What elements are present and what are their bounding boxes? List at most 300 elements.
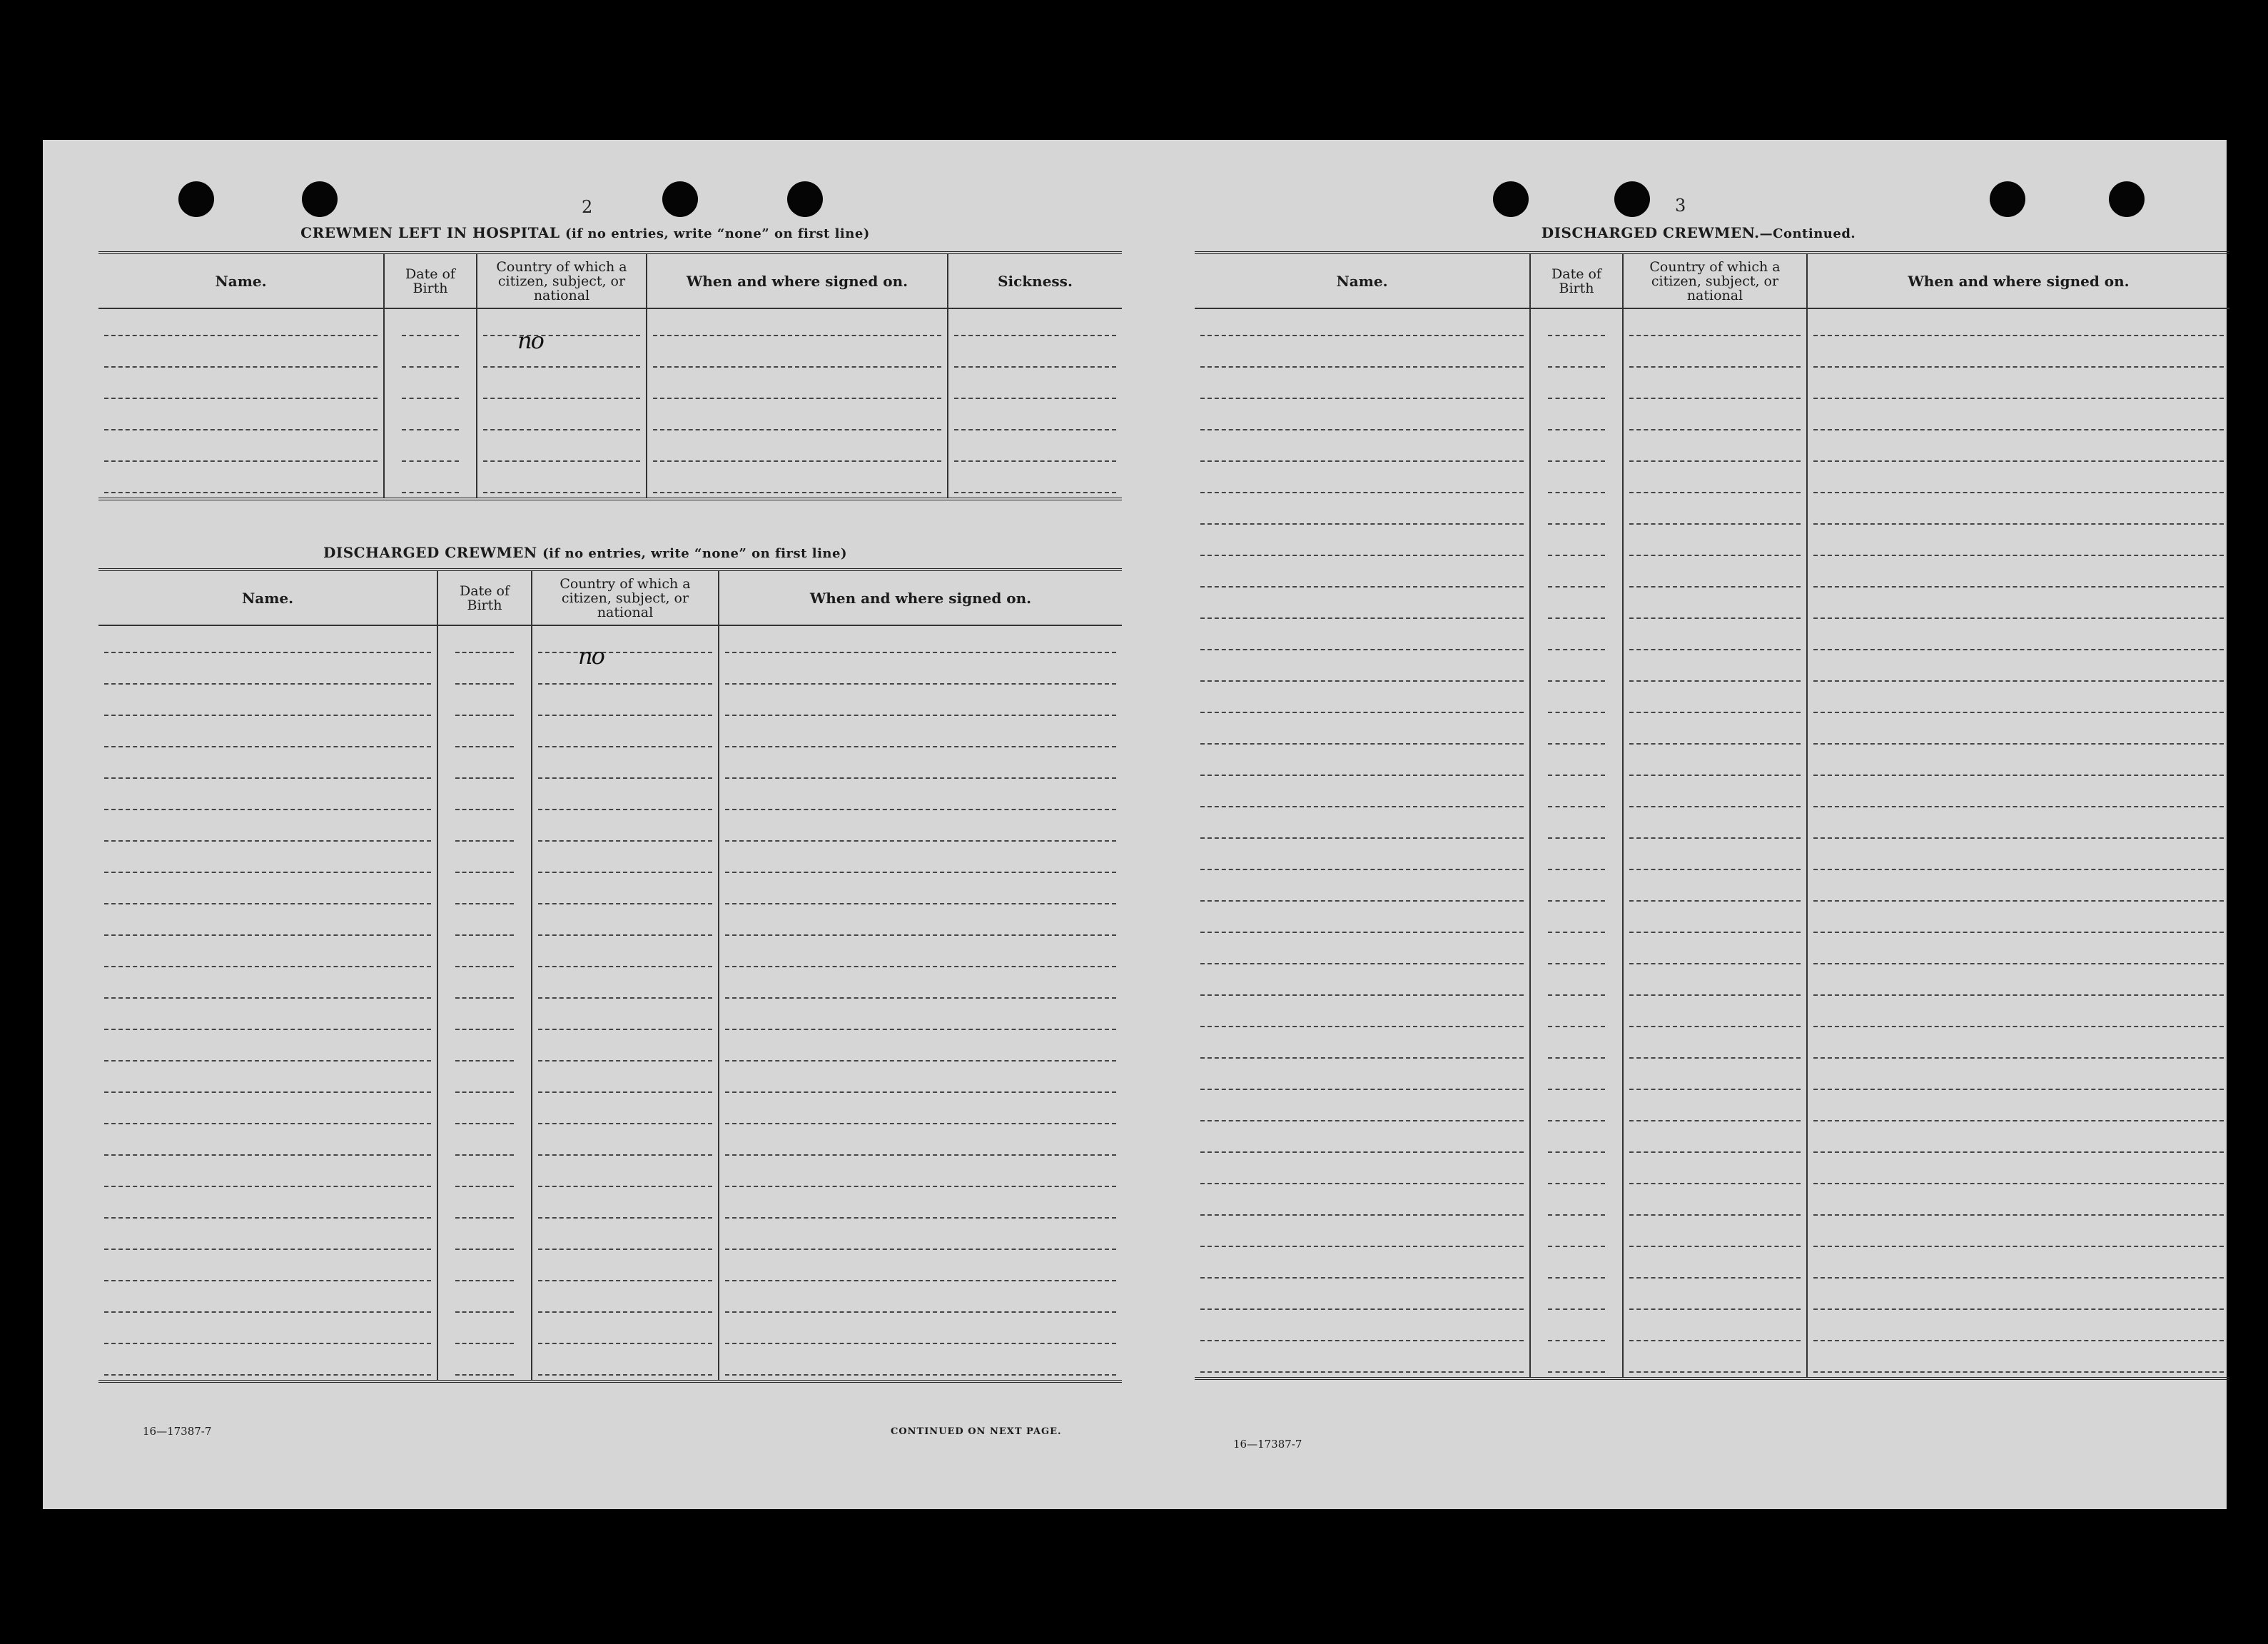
table-cell[interactable] xyxy=(1623,969,1807,1000)
table-cell[interactable] xyxy=(1807,1063,2229,1094)
table-cell[interactable] xyxy=(1530,592,1623,623)
table-cell[interactable] xyxy=(98,1129,437,1160)
dotted-entry-line xyxy=(1200,1183,1524,1184)
table-cell[interactable] xyxy=(1623,655,1807,686)
dotted-entry-line xyxy=(455,1029,514,1030)
dotted-entry-line xyxy=(104,1343,431,1344)
table-cell[interactable] xyxy=(532,783,719,815)
table-cell[interactable] xyxy=(437,1191,532,1223)
table-cell[interactable] xyxy=(948,403,1122,435)
table-cell[interactable] xyxy=(1807,560,2229,592)
table-cell[interactable] xyxy=(1623,1314,1807,1346)
table-cell[interactable] xyxy=(1530,498,1623,529)
table-cell[interactable] xyxy=(1623,435,1807,466)
table-cell[interactable] xyxy=(1807,812,2229,843)
dotted-entry-line xyxy=(1629,1026,1801,1027)
dotted-entry-line xyxy=(653,366,941,368)
table-cell[interactable] xyxy=(1807,466,2229,498)
table-cell[interactable] xyxy=(1195,1251,1530,1283)
table-cell[interactable] xyxy=(1807,1220,2229,1251)
table-cell[interactable] xyxy=(719,877,1122,909)
table-cell[interactable] xyxy=(1623,1220,1807,1251)
table-cell[interactable] xyxy=(1623,1094,1807,1126)
table-cell[interactable] xyxy=(1623,623,1807,655)
table-cell[interactable] xyxy=(1195,498,1530,529)
table-cell[interactable] xyxy=(1195,1189,1530,1220)
table-cell[interactable] xyxy=(384,403,477,435)
dotted-entry-line xyxy=(725,872,1116,873)
table-cell[interactable] xyxy=(1195,717,1530,749)
table-cell[interactable] xyxy=(477,308,647,341)
table-cell[interactable] xyxy=(532,815,719,846)
table-cell[interactable] xyxy=(1195,812,1530,843)
table-cell[interactable] xyxy=(437,1129,532,1160)
table-cell[interactable] xyxy=(1195,435,1530,466)
table-cell[interactable] xyxy=(1530,1346,1623,1378)
table-cell[interactable] xyxy=(948,372,1122,403)
table-cell[interactable] xyxy=(532,877,719,909)
table-cell[interactable] xyxy=(1623,560,1807,592)
table-cell[interactable] xyxy=(1530,1251,1623,1283)
table-cell[interactable] xyxy=(1530,937,1623,969)
table-cell[interactable] xyxy=(1530,969,1623,1000)
dotted-entry-line xyxy=(1629,429,1801,430)
dotted-entry-line xyxy=(725,1123,1116,1124)
table-cell[interactable] xyxy=(98,940,437,972)
table-cell[interactable] xyxy=(532,1129,719,1160)
table-cell[interactable] xyxy=(98,625,437,657)
table-cell[interactable] xyxy=(477,403,647,435)
table-cell[interactable] xyxy=(1623,937,1807,969)
table-cell[interactable] xyxy=(1807,623,2229,655)
table-cell[interactable] xyxy=(1623,717,1807,749)
table-cell[interactable] xyxy=(384,466,477,499)
table-cell[interactable] xyxy=(1807,1283,2229,1314)
table-cell[interactable] xyxy=(532,909,719,940)
table-cell[interactable] xyxy=(98,783,437,815)
table-cell[interactable] xyxy=(948,435,1122,466)
table-cell[interactable] xyxy=(437,1348,532,1381)
table-cell[interactable] xyxy=(1195,592,1530,623)
dotted-entry-line xyxy=(1813,869,2224,870)
table-cell[interactable] xyxy=(647,466,948,499)
table-cell[interactable] xyxy=(719,1191,1122,1223)
table-cell[interactable] xyxy=(1623,1283,1807,1314)
page-number: 3 xyxy=(1675,196,1686,216)
table-cell[interactable] xyxy=(532,1254,719,1286)
table-cell[interactable] xyxy=(1195,749,1530,780)
table-cell[interactable] xyxy=(1195,937,1530,969)
table-cell[interactable] xyxy=(1530,1283,1623,1314)
table-cell[interactable] xyxy=(1807,843,2229,874)
dotted-entry-line xyxy=(1200,1246,1524,1247)
table-cell[interactable] xyxy=(1195,1000,1530,1032)
table-cell[interactable] xyxy=(719,689,1122,720)
table-cell[interactable] xyxy=(437,1003,532,1034)
table-cell[interactable] xyxy=(1623,1126,1807,1157)
table-cell[interactable] xyxy=(1195,1314,1530,1346)
table-cell[interactable] xyxy=(384,308,477,341)
table-cell[interactable] xyxy=(1623,780,1807,812)
table-cell[interactable] xyxy=(1807,1000,2229,1032)
table-cell[interactable] xyxy=(437,1034,532,1066)
table-cell[interactable] xyxy=(1623,812,1807,843)
table-cell[interactable] xyxy=(437,1160,532,1191)
table-cell[interactable] xyxy=(1623,308,1807,341)
table-row xyxy=(98,403,1122,435)
table-cell[interactable] xyxy=(532,1034,719,1066)
dotted-entry-line xyxy=(1200,1308,1524,1310)
table-cell[interactable] xyxy=(719,1097,1122,1129)
table-cell[interactable] xyxy=(1623,403,1807,435)
dotted-entry-line xyxy=(1813,1057,2224,1059)
table-cell[interactable] xyxy=(1807,498,2229,529)
table-cell[interactable] xyxy=(532,720,719,752)
table-cell[interactable] xyxy=(1807,686,2229,717)
dotted-entry-line xyxy=(1813,617,2224,619)
table-cell[interactable] xyxy=(1195,1346,1530,1378)
table-cell[interactable] xyxy=(98,466,384,499)
table-cell[interactable] xyxy=(437,972,532,1003)
table-cell[interactable] xyxy=(1807,372,2229,403)
table-cell[interactable] xyxy=(532,1286,719,1317)
table-cell[interactable] xyxy=(477,435,647,466)
table-cell[interactable] xyxy=(1195,1283,1530,1314)
table-cell[interactable] xyxy=(1530,403,1623,435)
table-cell[interactable] xyxy=(1530,308,1623,341)
table-cell[interactable] xyxy=(719,846,1122,877)
table-row xyxy=(1195,560,2229,592)
table-cell[interactable] xyxy=(719,909,1122,940)
table-cell[interactable] xyxy=(437,846,532,877)
column-header-sickness: Sickness. xyxy=(948,253,1122,308)
table-cell[interactable] xyxy=(98,1191,437,1223)
column-header-name: Name. xyxy=(1195,253,1530,308)
table-cell[interactable] xyxy=(647,341,948,372)
dotted-entry-line xyxy=(104,460,378,462)
table-cell[interactable] xyxy=(98,372,384,403)
table-cell[interactable] xyxy=(1807,969,2229,1000)
table-cell[interactable] xyxy=(647,308,948,341)
table-cell[interactable] xyxy=(532,625,719,657)
table-cell[interactable] xyxy=(1807,1126,2229,1157)
dotted-entry-line xyxy=(1548,335,1605,336)
table-cell[interactable] xyxy=(1807,592,2229,623)
table-cell[interactable] xyxy=(437,720,532,752)
table-cell[interactable] xyxy=(719,1223,1122,1254)
table-cell[interactable] xyxy=(1623,1251,1807,1283)
hospital-table-body xyxy=(98,308,1122,499)
table-cell[interactable] xyxy=(437,877,532,909)
table-cell[interactable] xyxy=(384,341,477,372)
table-cell[interactable] xyxy=(437,1286,532,1317)
table-row xyxy=(98,783,1122,815)
table-cell[interactable] xyxy=(719,1348,1122,1381)
table-cell[interactable] xyxy=(719,720,1122,752)
table-row xyxy=(98,1348,1122,1381)
table-cell[interactable] xyxy=(1530,529,1623,560)
table-cell[interactable] xyxy=(1807,780,2229,812)
table-cell[interactable] xyxy=(1623,1000,1807,1032)
table-cell[interactable] xyxy=(437,657,532,689)
table-cell[interactable] xyxy=(98,435,384,466)
table-cell[interactable] xyxy=(1195,1220,1530,1251)
table-row xyxy=(1195,969,2229,1000)
table-cell[interactable] xyxy=(1623,686,1807,717)
dotted-entry-line xyxy=(538,1091,712,1093)
table-cell[interactable] xyxy=(1195,780,1530,812)
table-cell[interactable] xyxy=(1807,1032,2229,1063)
table-cell[interactable] xyxy=(1623,1157,1807,1189)
table-cell[interactable] xyxy=(1807,403,2229,435)
table-cell[interactable] xyxy=(1623,1032,1807,1063)
table-cell[interactable] xyxy=(384,372,477,403)
table-cell[interactable] xyxy=(1530,843,1623,874)
table-cell[interactable] xyxy=(1195,623,1530,655)
table-cell[interactable] xyxy=(437,815,532,846)
table-cell[interactable] xyxy=(1807,435,2229,466)
table-cell[interactable] xyxy=(437,752,532,783)
table-cell[interactable] xyxy=(1623,529,1807,560)
table-cell[interactable] xyxy=(532,689,719,720)
table-cell[interactable] xyxy=(477,466,647,499)
table-cell[interactable] xyxy=(98,815,437,846)
table-cell[interactable] xyxy=(1530,341,1623,372)
table-cell[interactable] xyxy=(98,1003,437,1034)
dotted-entry-line xyxy=(455,997,514,999)
table-cell[interactable] xyxy=(437,689,532,720)
table-cell[interactable] xyxy=(719,1286,1122,1317)
dotted-entry-line xyxy=(725,1249,1116,1250)
table-cell[interactable] xyxy=(1195,560,1530,592)
table-cell[interactable] xyxy=(437,1317,532,1348)
table-cell[interactable] xyxy=(1195,1094,1530,1126)
table-cell[interactable] xyxy=(98,1254,437,1286)
table-cell[interactable] xyxy=(532,940,719,972)
table-cell[interactable] xyxy=(719,972,1122,1003)
table-cell[interactable] xyxy=(98,1066,437,1097)
table-cell[interactable] xyxy=(1623,592,1807,623)
table-cell[interactable] xyxy=(1195,969,1530,1000)
table-cell[interactable] xyxy=(1623,1063,1807,1094)
table-cell[interactable] xyxy=(1195,874,1530,906)
table-cell[interactable] xyxy=(98,1286,437,1317)
table-cell[interactable] xyxy=(1195,843,1530,874)
table-cell[interactable] xyxy=(1530,780,1623,812)
dotted-entry-line xyxy=(1629,837,1801,839)
table-cell[interactable] xyxy=(1623,466,1807,498)
table-cell[interactable] xyxy=(532,1097,719,1129)
table-cell[interactable] xyxy=(98,1223,437,1254)
table-cell[interactable] xyxy=(437,1223,532,1254)
table-cell[interactable] xyxy=(98,877,437,909)
dotted-entry-line xyxy=(1813,775,2224,776)
table-cell[interactable] xyxy=(719,657,1122,689)
table-cell[interactable] xyxy=(477,372,647,403)
table-cell[interactable] xyxy=(437,625,532,657)
table-cell[interactable] xyxy=(719,1003,1122,1034)
table-cell[interactable] xyxy=(719,1317,1122,1348)
table-cell[interactable] xyxy=(647,435,948,466)
table-cell[interactable] xyxy=(1530,906,1623,937)
table-cell[interactable] xyxy=(1807,874,2229,906)
table-cell[interactable] xyxy=(437,783,532,815)
table-cell[interactable] xyxy=(98,689,437,720)
table-cell[interactable] xyxy=(532,1317,719,1348)
table-cell[interactable] xyxy=(719,1254,1122,1286)
table-cell[interactable] xyxy=(532,657,719,689)
table-cell[interactable] xyxy=(532,1160,719,1191)
table-cell[interactable] xyxy=(719,815,1122,846)
table-cell[interactable] xyxy=(1530,623,1623,655)
table-cell[interactable] xyxy=(1530,1189,1623,1220)
table-cell[interactable] xyxy=(1807,717,2229,749)
table-cell[interactable] xyxy=(1530,372,1623,403)
dotted-entry-line xyxy=(1548,1246,1605,1247)
table-cell[interactable] xyxy=(948,466,1122,499)
table-cell[interactable] xyxy=(1807,655,2229,686)
table-cell[interactable] xyxy=(477,341,647,372)
table-cell[interactable] xyxy=(1195,1157,1530,1189)
table-cell[interactable] xyxy=(1195,529,1530,560)
table-cell[interactable] xyxy=(1807,1157,2229,1189)
table-cell[interactable] xyxy=(437,1097,532,1129)
dotted-entry-line xyxy=(1813,994,2224,996)
table-cell[interactable] xyxy=(532,1066,719,1097)
table-cell[interactable] xyxy=(1623,1346,1807,1378)
dotted-entry-line xyxy=(455,715,514,716)
table-cell[interactable] xyxy=(1195,466,1530,498)
table-cell[interactable] xyxy=(98,1034,437,1066)
table-cell[interactable] xyxy=(1195,372,1530,403)
table-cell[interactable] xyxy=(719,783,1122,815)
table-cell[interactable] xyxy=(437,940,532,972)
dotted-entry-line xyxy=(1813,680,2224,682)
table-cell[interactable] xyxy=(1623,498,1807,529)
table-cell[interactable] xyxy=(1530,1314,1623,1346)
table-cell[interactable] xyxy=(98,846,437,877)
table-cell[interactable] xyxy=(1623,372,1807,403)
table-cell[interactable] xyxy=(98,1097,437,1129)
table-cell[interactable] xyxy=(1530,749,1623,780)
table-cell[interactable] xyxy=(1195,1063,1530,1094)
table-cell[interactable] xyxy=(532,752,719,783)
dotted-entry-line xyxy=(1813,837,2224,839)
dotted-entry-line xyxy=(104,777,431,779)
table-cell[interactable] xyxy=(1195,308,1530,341)
dotted-entry-line xyxy=(1548,994,1605,996)
table-cell[interactable] xyxy=(98,1348,437,1381)
table-cell[interactable] xyxy=(1530,717,1623,749)
table-cell[interactable] xyxy=(647,403,948,435)
table-cell[interactable] xyxy=(1195,1126,1530,1157)
table-cell[interactable] xyxy=(1195,1032,1530,1063)
table-cell[interactable] xyxy=(1530,1063,1623,1094)
table-cell[interactable] xyxy=(1807,1314,2229,1346)
table-cell[interactable] xyxy=(532,1191,719,1223)
table-cell[interactable] xyxy=(1195,655,1530,686)
table-cell[interactable] xyxy=(384,435,477,466)
table-cell[interactable] xyxy=(647,372,948,403)
table-cell[interactable] xyxy=(1807,906,2229,937)
table-cell[interactable] xyxy=(1807,529,2229,560)
table-cell[interactable] xyxy=(1807,1094,2229,1126)
table-cell[interactable] xyxy=(1530,1157,1623,1189)
table-cell[interactable] xyxy=(1623,843,1807,874)
table-cell[interactable] xyxy=(437,1066,532,1097)
table-cell[interactable] xyxy=(1530,435,1623,466)
table-cell[interactable] xyxy=(1623,341,1807,372)
table-cell[interactable] xyxy=(1530,560,1623,592)
table-cell[interactable] xyxy=(1623,1189,1807,1220)
table-cell[interactable] xyxy=(98,308,384,341)
table-cell[interactable] xyxy=(98,657,437,689)
table-cell[interactable] xyxy=(437,909,532,940)
table-cell[interactable] xyxy=(719,1160,1122,1191)
table-cell[interactable] xyxy=(1530,1126,1623,1157)
table-cell[interactable] xyxy=(948,308,1122,341)
table-cell[interactable] xyxy=(719,1129,1122,1160)
table-cell[interactable] xyxy=(1530,466,1623,498)
table-cell[interactable] xyxy=(719,1034,1122,1066)
table-cell[interactable] xyxy=(1807,1189,2229,1220)
discharged-continued-title-text: DISCHARGED CREWMEN. xyxy=(1541,224,1760,241)
table-cell[interactable] xyxy=(1807,1346,2229,1378)
table-cell[interactable] xyxy=(1530,1220,1623,1251)
table-cell[interactable] xyxy=(98,403,384,435)
table-cell[interactable] xyxy=(98,341,384,372)
table-cell[interactable] xyxy=(1195,341,1530,372)
table-cell[interactable] xyxy=(1807,1251,2229,1283)
table-cell[interactable] xyxy=(1807,749,2229,780)
table-cell[interactable] xyxy=(437,1254,532,1286)
table-cell[interactable] xyxy=(1195,403,1530,435)
table-cell[interactable] xyxy=(1807,937,2229,969)
dotted-entry-line xyxy=(455,872,514,873)
table-cell[interactable] xyxy=(98,1160,437,1191)
table-cell[interactable] xyxy=(1195,906,1530,937)
table-cell[interactable] xyxy=(532,972,719,1003)
table-cell[interactable] xyxy=(532,1223,719,1254)
table-cell[interactable] xyxy=(98,752,437,783)
table-cell[interactable] xyxy=(532,1003,719,1034)
table-cell[interactable] xyxy=(1807,341,2229,372)
table-cell[interactable] xyxy=(1530,655,1623,686)
table-cell[interactable] xyxy=(1530,812,1623,843)
table-cell[interactable] xyxy=(98,720,437,752)
table-cell[interactable] xyxy=(1530,1000,1623,1032)
table-cell[interactable] xyxy=(98,909,437,940)
table-cell[interactable] xyxy=(719,1066,1122,1097)
table-cell[interactable] xyxy=(719,940,1122,972)
table-cell[interactable] xyxy=(719,625,1122,657)
table-cell[interactable] xyxy=(719,752,1122,783)
table-cell[interactable] xyxy=(98,1317,437,1348)
table-cell[interactable] xyxy=(1530,1032,1623,1063)
table-cell[interactable] xyxy=(1530,686,1623,717)
table-cell[interactable] xyxy=(1807,308,2229,341)
table-cell[interactable] xyxy=(1623,906,1807,937)
table-cell[interactable] xyxy=(98,972,437,1003)
table-cell[interactable] xyxy=(532,1348,719,1381)
table-cell[interactable] xyxy=(1195,686,1530,717)
table-cell[interactable] xyxy=(1530,1094,1623,1126)
table-cell[interactable] xyxy=(1530,874,1623,906)
table-cell[interactable] xyxy=(948,341,1122,372)
table-cell[interactable] xyxy=(532,846,719,877)
table-cell[interactable] xyxy=(1623,749,1807,780)
table-cell[interactable] xyxy=(1623,874,1807,906)
